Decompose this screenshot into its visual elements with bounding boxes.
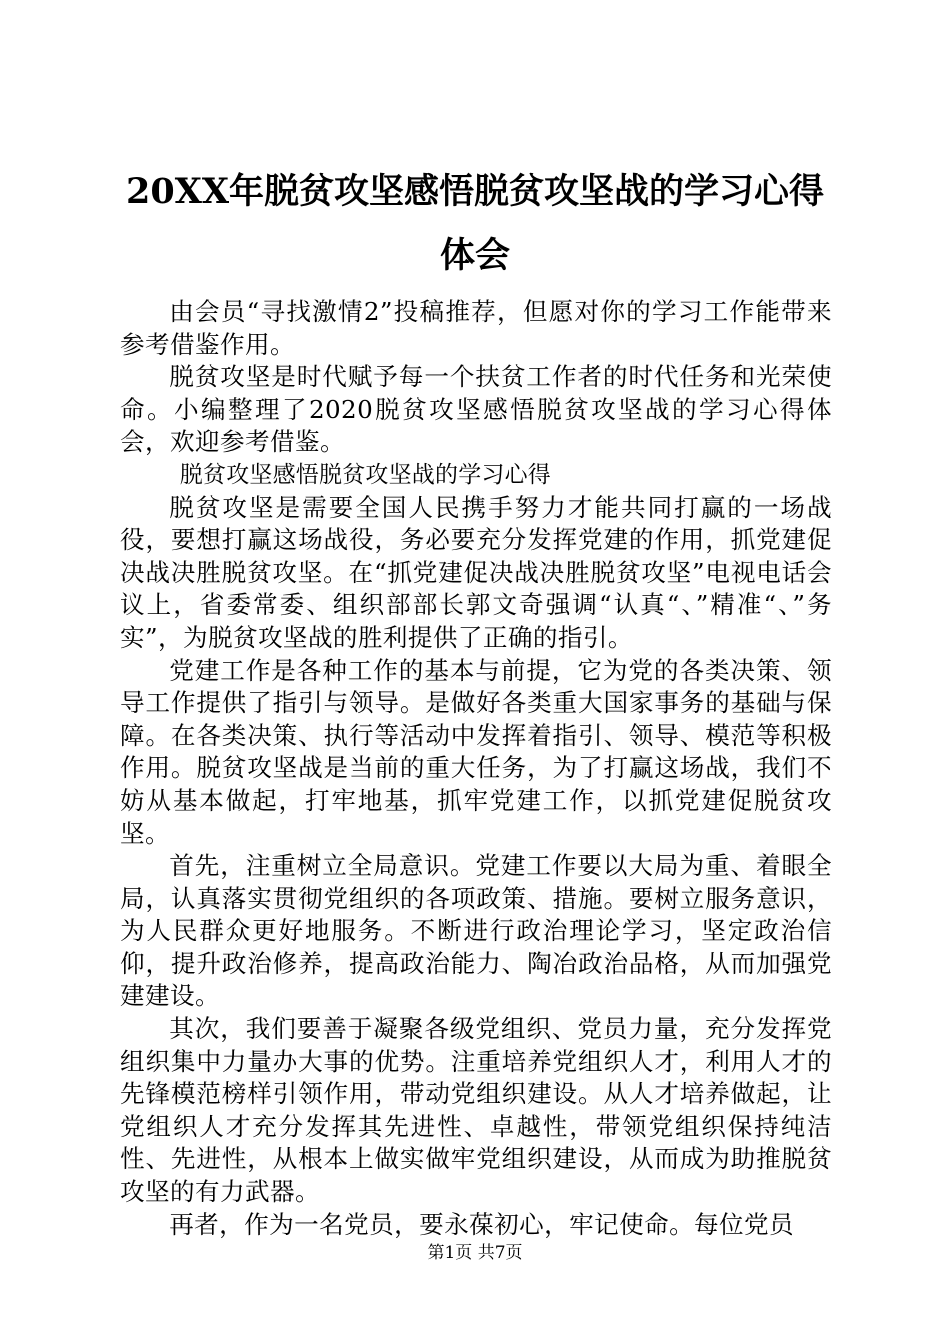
intro-paragraph: 由会员“寻找激情2”投稿推荐，但愿对你的学习工作能带来参考借鉴作用。 — [120, 297, 832, 359]
body-paragraph: 其次，我们要善于凝聚各级党组织、党员力量，充分发挥党组织集中力量办大事的优势。注重培养党组织人才，利用人才的先锋模范榜样引领作用，带动党组织建设。从人才培养做起，让党组织人才充分发挥其先进性、卓越性，带领党组织保持纯洁性、先进性，从根本上做实做牢党组织建设，从而成为助推脱贫攻坚的有力武器。 — [120, 1014, 832, 1207]
document-body — [120, 296, 832, 1241]
body-paragraph: 再者，作为一名党员，要永葆初心，牢记使命。每位党员 — [169, 1209, 795, 1239]
document-title: 20XX年脱贫攻坚感悟脱贫攻坚战的学习心得体会 — [125, 171, 825, 276]
body-paragraph: 首先，注重树立全局意识。党建工作要以大局为重、着眼全局，认真落实贯彻党组织的各项政策、措施。要树立服务意识，为人民群众更好地服务。不断进行政治理论学习，坚定政治信仰，提升政治修养，提高政治能力、陶冶政治品格，从而加强党建建设。 — [120, 851, 832, 1011]
page-number-footer: 第1页 共7页 — [427, 1243, 523, 1263]
body-paragraph: 脱贫攻坚是需要全国人民携手努力才能共同打赢的一场战役，要想打赢这场战役，务必要充分发挥党建的作用，抓党建促决战决胜脱贫攻坚。在“抓党建促决战决胜脱贫攻坚”电视电话会议上，省委常委、组织部部长郭文奇强调“认真“、”精准“、”务实”，为脱贫攻坚战的胜利提供了正确的指引。 — [120, 492, 832, 652]
intro-paragraph: 脱贫攻坚是时代赋予每一个扶贫工作者的时代任务和光荣使命。小编整理了2020脱贫攻坚感悟脱贫攻坚战的学习心得体会，欢迎参考借鉴。 — [120, 362, 832, 457]
section-subheading: 脱贫攻坚感悟脱贫攻坚战的学习心得 — [179, 461, 551, 488]
body-paragraph: 党建工作是各种工作的基本与前提，它为党的各类决策、领导工作提供了指引与领导。是做好各类重大国家事务的基础与保障。在各类决策、执行等活动中发挥着指引、领导、模范等积极作用。脱贫攻坚战是当前的重大任务，为了打赢这场战，我们不妨从基本做起，打牢地基，抓牢党建工作，以抓党建促脱贫攻坚。 — [120, 655, 832, 848]
